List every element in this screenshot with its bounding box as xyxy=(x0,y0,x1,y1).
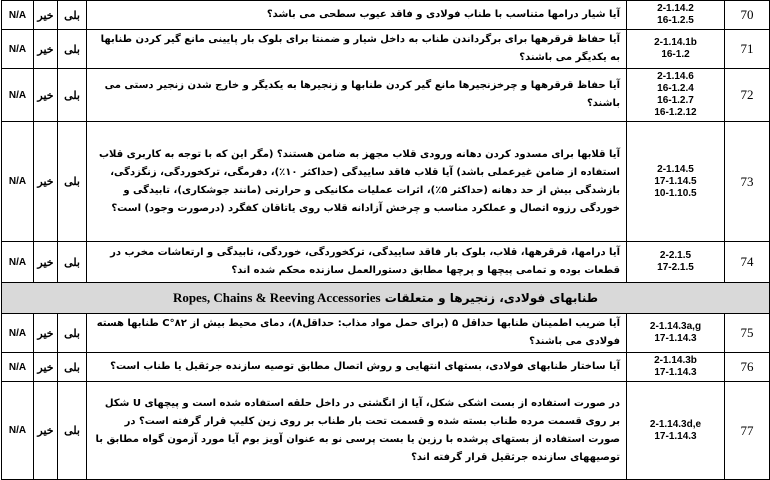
no-option[interactable] xyxy=(34,69,58,122)
yes-label: بلی xyxy=(64,256,80,269)
question-text: در صورت استفاده از بست اشکی شکل، آیا از انگشتی در داخل حلقه استفاده شده است و پیچهای U شکل بر روی قسمت مرده طناب بسته شده و قسمت تحت بار طناب بر روی زین کلیپ قرار گرفته است؟ در صورت استفاده از بستهای پرشده با رزین یا بست پرسی نو به عنوان آویز بوم آیا مورد آزمون گواه مطابق با توصیههای سازنده جرثقیل قرار گرفته اند؟ xyxy=(95,397,620,463)
na-option[interactable] xyxy=(2,69,34,122)
reference-code: 2-1.14.3a,g xyxy=(649,321,702,332)
reference-cell xyxy=(627,382,725,480)
reference-code: 17-1.14.5 xyxy=(654,175,697,187)
question-cell xyxy=(87,353,627,382)
reference-cell xyxy=(627,242,725,283)
yes-option[interactable] xyxy=(58,382,87,480)
reference-code: 2-1.14.1b xyxy=(654,37,697,48)
row-number: 70 xyxy=(740,7,754,22)
yes-label: بلی xyxy=(64,89,80,102)
no-label: خیر xyxy=(37,176,54,188)
reference-code: 2-2.1.5 xyxy=(659,250,692,261)
checklist-row xyxy=(2,382,770,480)
reference-code: 16-1.2.7 xyxy=(657,95,694,106)
no-label: خیر xyxy=(37,256,54,269)
reference-code: 10-1.10.5 xyxy=(654,187,697,199)
question-cell xyxy=(87,382,627,480)
no-option[interactable] xyxy=(34,353,58,382)
row-number: 77 xyxy=(740,422,754,438)
row-number: 76 xyxy=(740,359,754,374)
yes-label: بلی xyxy=(64,43,80,56)
yes-option[interactable] xyxy=(58,242,87,283)
yes-option[interactable] xyxy=(58,30,87,69)
no-option[interactable] xyxy=(34,382,58,480)
row-number-cell xyxy=(725,122,770,242)
na-option[interactable] xyxy=(2,382,34,480)
reference-code: 2-1.14.6 xyxy=(657,71,694,82)
checklist-row xyxy=(2,314,770,353)
no-label: خیر xyxy=(37,43,54,56)
reference-code: 2-1.14.2 xyxy=(657,3,694,14)
checklist-row xyxy=(2,69,770,122)
row-number: 72 xyxy=(740,87,754,102)
reference-cell xyxy=(627,30,725,69)
na-option[interactable] xyxy=(2,122,34,242)
section-header-row xyxy=(2,283,770,314)
reference-code: 17-1.14.3 xyxy=(654,333,697,344)
no-option[interactable] xyxy=(34,314,58,353)
row-number-cell xyxy=(725,69,770,122)
no-option[interactable] xyxy=(34,1,58,30)
row-number: 75 xyxy=(740,325,754,340)
section-title-fa: طنابهای فولادی، زنجیرها و متعلقات xyxy=(384,291,599,305)
yes-option[interactable] xyxy=(58,69,87,122)
no-label: خیر xyxy=(37,89,54,102)
no-label: خیر xyxy=(37,327,54,340)
checklist-row xyxy=(2,1,770,30)
no-label: خیر xyxy=(37,9,54,22)
row-number-cell xyxy=(725,353,770,382)
inspection-checklist-table xyxy=(1,0,770,480)
reference-code: 17-2.1.5 xyxy=(657,262,694,273)
checklist-row xyxy=(2,353,770,382)
row-number-cell xyxy=(725,242,770,283)
reference-cell xyxy=(627,122,725,242)
question-cell xyxy=(87,30,627,69)
question-cell xyxy=(87,69,627,122)
row-number-cell xyxy=(725,314,770,353)
reference-code: 16-1.2 xyxy=(661,49,690,60)
yes-label: بلی xyxy=(64,9,80,22)
yes-option[interactable] xyxy=(58,1,87,30)
yes-option[interactable] xyxy=(58,353,87,382)
no-option[interactable] xyxy=(34,122,58,242)
question-text: آیا حفاظ قرقرهها و چرخزنجیرها مانع گیر کردن طنابها و زنجیرها به یکدیگر و خارج شدن زنجیر دستی می باشند؟ xyxy=(104,80,620,109)
reference-cell xyxy=(627,314,725,353)
reference-code: 16-1.2.4 xyxy=(657,83,694,94)
reference-cell xyxy=(627,1,725,30)
no-label: خیر xyxy=(37,425,54,437)
na-option[interactable] xyxy=(2,314,34,353)
question-text: آیا قلابها برای مسدود کردن دهانه ورودی قلاب مجهز به ضامن هستند؟ (مگر این که با توجه به کاربری قلاب استفاده از ضامن غیرعملی باشد) آیا قلاب فاقد ساییدگی (حداکثر ۱۰٪)، دفرمگی، ترکخوردگی، زنگزدگی، بازشدگی بیش از حد دهانه (حداکثر ۵٪)، اثرات عملیات مکانیکی و حرارتی (مانند جوشکاری)، تابیدگی و خوردگی رزوه اتصال و عملکرد مناسب و چرخش آزادانه قلاب روی یاتاقان کفگرد (درصورت وجود) است؟ xyxy=(98,148,620,214)
na-option[interactable] xyxy=(2,30,34,69)
question-cell xyxy=(87,122,627,242)
yes-option[interactable] xyxy=(58,314,87,353)
na-label: N/A xyxy=(8,176,27,187)
row-number: 74 xyxy=(740,254,754,269)
no-option[interactable] xyxy=(34,30,58,69)
reference-code: 17-1.14.3 xyxy=(654,367,697,378)
reference-code: 2-1.14.5 xyxy=(657,163,694,175)
reference-code: 2-1.14.3b xyxy=(654,355,697,366)
na-label: N/A xyxy=(8,425,27,436)
na-label: N/A xyxy=(8,43,27,55)
na-option[interactable] xyxy=(2,1,34,30)
na-option[interactable] xyxy=(2,242,34,283)
na-label: N/A xyxy=(8,89,27,101)
question-text: آیا ضریب اطمینان طنابها حداقل ۵ (برای حمل مواد مذاب: حداقل۸)، دمای محیط بیش از ۸۲°C طنابها هسته فولادی می باشند؟ xyxy=(96,318,620,347)
checklist-row xyxy=(2,242,770,283)
question-text: آیا حفاظ قرقرهها برای برگرداندن طناب به داخل شیار و ضمنتا برای بلوک بار پایینی مانع گیر کردن طنابها به یکدیگر می باشند؟ xyxy=(100,34,620,63)
reference-code: 16-1.2.5 xyxy=(657,15,694,26)
row-number: 73 xyxy=(740,173,754,189)
row-number-cell xyxy=(725,1,770,30)
question-cell xyxy=(87,314,627,353)
question-cell xyxy=(87,242,627,283)
yes-label: بلی xyxy=(64,425,80,437)
reference-code: 2-1.14.3d,e xyxy=(649,418,702,430)
row-number: 71 xyxy=(740,41,754,56)
checklist-row xyxy=(2,122,770,242)
yes-label: بلی xyxy=(64,327,80,340)
no-option[interactable] xyxy=(34,242,58,283)
na-label: N/A xyxy=(8,256,27,268)
yes-label: بلی xyxy=(64,176,80,188)
na-label: N/A xyxy=(8,9,27,21)
section-title-en: Ropes, Chains & Reeving Accessories xyxy=(172,290,381,305)
question-text: آیا ساختار طنابهای فولادی، بستهای انتهایی و روش اتصال مطابق توصیه سازنده جرثقیل یا طناب است؟ xyxy=(110,361,620,372)
question-cell xyxy=(87,1,627,30)
row-number-cell xyxy=(725,382,770,480)
na-label: N/A xyxy=(8,361,27,373)
na-label: N/A xyxy=(8,327,27,339)
reference-cell xyxy=(627,69,725,122)
question-text: آیا درامها، قرقرهها، قلاب، بلوک بار فاقد ساییدگی، ترکخوردگی، خوردگی، تابیدگی و ارتعاشات مخرب در قطعات بوده و تمامی پیچها و پرچها مطابق دستورالعمل سازنده محکم شده اند؟ xyxy=(110,247,620,276)
yes-option[interactable] xyxy=(58,122,87,242)
reference-cell xyxy=(627,353,725,382)
section-header xyxy=(2,283,770,314)
no-label: خیر xyxy=(37,361,54,374)
reference-code: 17-1.14.3 xyxy=(654,430,697,442)
yes-label: بلی xyxy=(64,361,80,374)
na-option[interactable] xyxy=(2,353,34,382)
checklist-row xyxy=(2,30,770,69)
question-text: آیا شیار درامها متناسب با طناب فولادی و فاقد عیوب سطحی می باشد؟ xyxy=(266,9,620,20)
reference-code: 16-1.2.12 xyxy=(654,107,697,118)
row-number-cell xyxy=(725,30,770,69)
